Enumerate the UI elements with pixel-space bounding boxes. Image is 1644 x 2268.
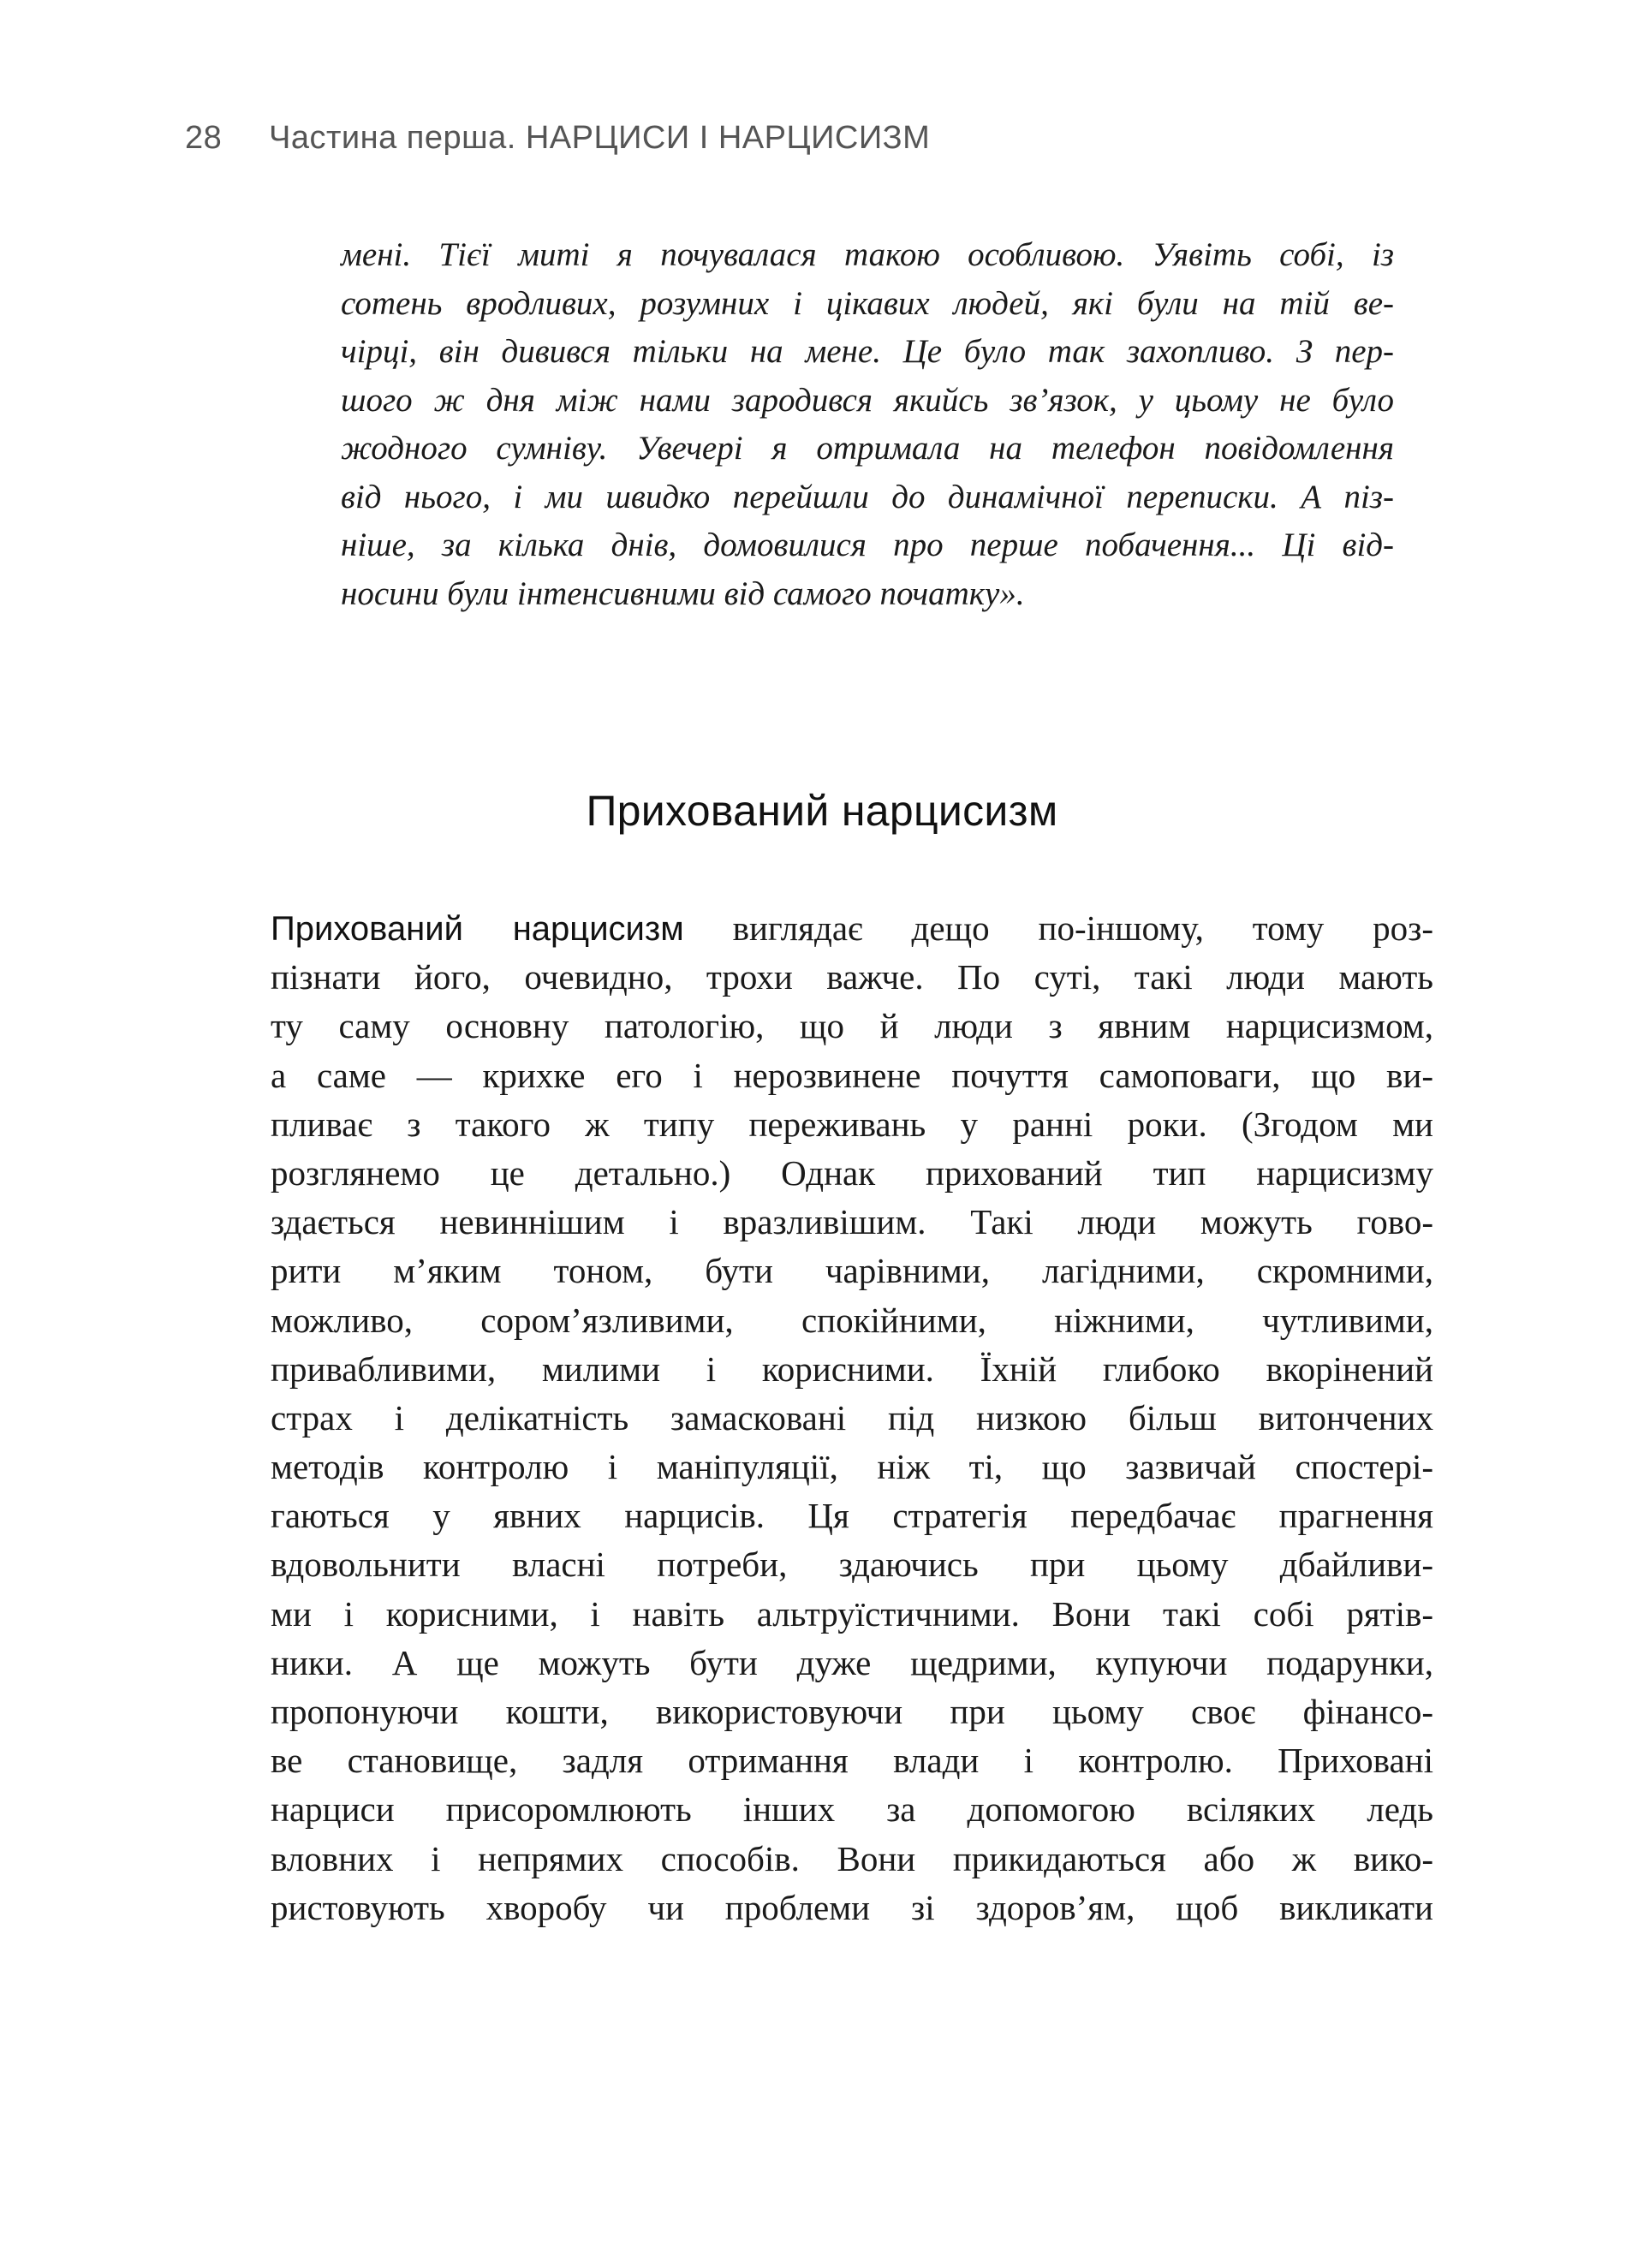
paragraph-line: вдовольнити власні потреби, здаючись при цьому дбайливи- (271, 1545, 1433, 1585)
running-head-title: Частина перша. НАРЦИСИ І НАРЦИСИЗМ (269, 120, 931, 156)
paragraph-line: ники. А ще можуть бути дуже щедрими, купуючи подарунки, (271, 1642, 1433, 1682)
paragraph-line: здається невиннішим і вразливішим. Такі люди можуть гово- (271, 1202, 1433, 1242)
paragraph-line: вловних і непрямих способів. Вони прикидаються або ж вико- (271, 1838, 1433, 1878)
paragraph-line: пропонуючи кошти, використовуючи при цьому своє фінансо- (271, 1692, 1433, 1731)
paragraph-line: страх і делікатність замасковані під низкою більш витончених (271, 1397, 1433, 1438)
page-number: 28 (185, 120, 223, 156)
paragraph-line: ристовують хворобу чи проблеми зі здоров’ям, щоб викликати (271, 1887, 1433, 1927)
paragraph-line: привабливими, милими і корисними. Їхній глибоко вкорінений (271, 1348, 1433, 1389)
paragraph-line: пізнати його, очевидно, трохи важче. По суті, такі люди мають (271, 957, 1433, 997)
paragraph-line: ми і корисними, і навіть альтруїстичними. Вони такі собі рятів- (271, 1593, 1433, 1634)
paragraph-line: методів контролю і маніпуляції, ніж ті, що зазвичай спостері- (271, 1447, 1433, 1487)
paragraph-line: а саме — крихке его і нерозвинене почуття самоповаги, що ви- (271, 1055, 1433, 1095)
paragraph-line: пливає з такого ж типу переживань у ранні роки. (Згодом ми (271, 1104, 1433, 1144)
quote-block (341, 231, 1394, 618)
paragraph-line: ту саму основну патологію, що й люди з явним нарцисизмом, (271, 1006, 1433, 1046)
paragraph-line: розглянемо це детально.) Однак прихований тип нарцисизму (271, 1152, 1433, 1193)
paragraph-line: рити м’яким тоном, бути чарівними, лагідними, скромними, (271, 1251, 1433, 1291)
quote-line: шого ж дня між нами зародився якийсь зв’язок, у цьому не було (341, 381, 1394, 419)
quote-line: ніше, за кілька днів, домовилися про перше побачення... Ці від- (341, 527, 1394, 563)
quote-line: жодного сумніву. Увечері я отримала на телефон повідомлення (341, 430, 1394, 467)
lead-term: Прихований нарцисизм (271, 910, 684, 948)
paragraph-line: ве становище, задля отримання влади і контролю. Приховані (271, 1741, 1433, 1781)
quote-line: від нього, і ми швидко перейшли до динамічної переписки. А піз- (341, 478, 1394, 515)
quote-line: чірці, він дивився тільки на мене. Це було так захопливо. З пер- (341, 333, 1394, 370)
quote-line: мені. Тієї миті я почувалася такою особливою. Уявіть собі, із (341, 236, 1394, 273)
quote-line: носини були інтенсивними від самого початку». (341, 574, 1025, 612)
section-heading: Прихований нарцисизм (586, 787, 1058, 835)
first-line-rest: виглядає дещо по-іншому, тому роз- (683, 908, 1433, 948)
paragraph-line: гаються у явних нарцисів. Ця стратегія передбачає прагнення (271, 1496, 1433, 1536)
body-paragraph (271, 904, 1433, 1932)
quote-line: сотень вродливих, розумних і цікавих людей, які були на тій ве- (341, 284, 1394, 322)
paragraph-line (271, 904, 1433, 953)
running-head (185, 120, 930, 171)
paragraph-line: можливо, сором’язливими, спокійними, ніжними, чутливими, (271, 1300, 1433, 1340)
paragraph-line: нарциси присоромлюють інших за допомогою всіляких ледь (271, 1789, 1433, 1830)
